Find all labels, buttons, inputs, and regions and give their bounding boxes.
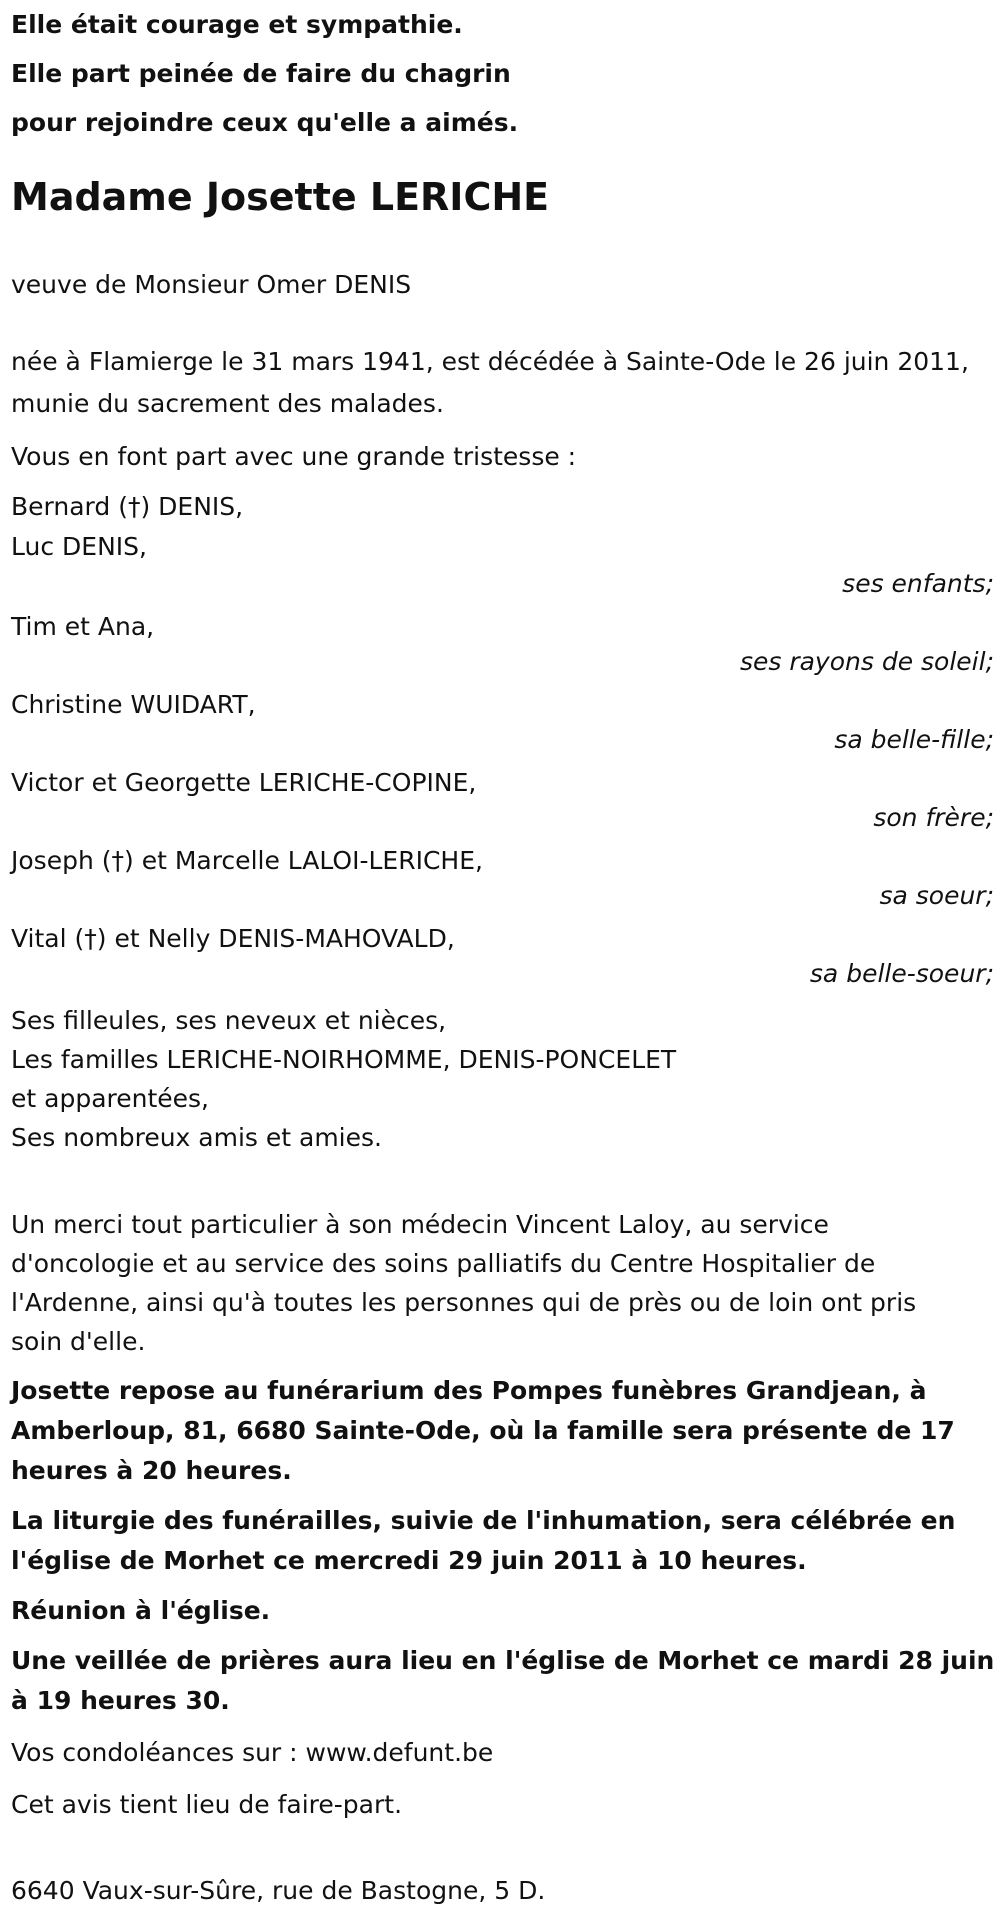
verse-line-3: pour rejoindre ceux qu'elle a aimés. xyxy=(11,108,519,137)
other-relatives-line: et apparentées, xyxy=(11,1084,209,1113)
family-member: Victor et Georgette LERICHE-COPINE, xyxy=(11,768,477,797)
family-group-daughter-in-law xyxy=(11,685,996,755)
funerarium-line: Josette repose au funérarium des Pompes funèbres Grandjean, à xyxy=(11,1376,927,1405)
other-relatives xyxy=(11,1001,996,1157)
funerarium-info xyxy=(11,1371,996,1491)
family-group-sister xyxy=(11,841,996,911)
liturgy-info xyxy=(11,1501,996,1581)
family-member: Luc DENIS, xyxy=(11,532,147,561)
notice-text: Cet avis tient lieu de faire-part. xyxy=(11,1790,403,1819)
family-member: Bernard (†) DENIS, xyxy=(11,492,244,521)
verse-line-1: Elle était courage et sympathie. xyxy=(11,10,463,39)
family-member: Christine WUIDART, xyxy=(11,690,256,719)
funerarium-line: Amberloup, 81, 6680 Sainte-Ode, où la famille sera présente de 17 xyxy=(11,1416,955,1445)
thanks-line: d'oncologie et au service des soins palliatifs du Centre Hospitalier de xyxy=(11,1249,876,1278)
family-role: sa belle-soeur; xyxy=(809,959,994,988)
birth-death-line-2: munie du sacrement des malades. xyxy=(11,389,444,418)
thanks-line: Un merci tout particulier à son médecin Vincent Laloy, au service xyxy=(11,1210,829,1239)
family-role: ses rayons de soleil; xyxy=(739,647,994,676)
widow-of: veuve de Monsieur Omer DENIS xyxy=(11,270,412,299)
family-member: Tim et Ana, xyxy=(11,612,155,641)
birth-death-line-1: née à Flamierge le 31 mars 1941, est décédée à Sainte-Ode le 26 juin 2011, xyxy=(11,347,969,376)
condolences-info: Vos condoléances sur : www.defunt.be xyxy=(11,1738,494,1767)
family-group-brother xyxy=(11,763,996,833)
family-group-sister-in-law xyxy=(11,919,996,989)
other-relatives-line: Les familles LERICHE-NOIRHOMME, DENIS-PONCELET xyxy=(11,1045,677,1074)
thanks-line: soin d'elle. xyxy=(11,1327,146,1356)
family-role: sa belle-fille; xyxy=(834,725,994,754)
verse-line-2: Elle part peinée de faire du chagrin xyxy=(11,59,511,88)
vigil-line: à 19 heures 30. xyxy=(11,1686,230,1715)
verse xyxy=(11,0,996,147)
announcement: Vous en font part avec une grande tristesse : xyxy=(11,442,577,471)
family-role: son frère; xyxy=(873,803,994,832)
obituary-notice xyxy=(11,0,996,1911)
funerarium-line: heures à 20 heures. xyxy=(11,1456,292,1485)
liturgy-line: l'église de Morhet ce mercredi 29 juin 2011 à 10 heures. xyxy=(11,1546,807,1575)
family-group-grandchildren xyxy=(11,607,996,677)
meeting-info: Réunion à l'église. xyxy=(11,1596,271,1625)
address: 6640 Vaux-sur-Sûre, rue de Bastogne, 5 D. xyxy=(11,1876,546,1905)
family-member: Vital (†) et Nelly DENIS-MAHOVALD, xyxy=(11,924,455,953)
deceased-name: Madame Josette LERICHE xyxy=(11,175,550,219)
family-group-children xyxy=(11,487,996,599)
other-relatives-line: Ses nombreux amis et amies. xyxy=(11,1123,382,1152)
birth-death-info xyxy=(11,341,996,425)
family-member: Joseph (†) et Marcelle LALOI-LERICHE, xyxy=(11,846,483,875)
thanks-line: l'Ardenne, ainsi qu'à toutes les personnes qui de près ou de loin ont pris xyxy=(11,1288,917,1317)
vigil-line: Une veillée de prières aura lieu en l'église de Morhet ce mardi 28 juin xyxy=(11,1646,995,1675)
thanks-paragraph xyxy=(11,1205,996,1361)
family-role: ses enfants; xyxy=(842,569,994,598)
vigil-info xyxy=(11,1641,996,1721)
family-role: sa soeur; xyxy=(879,881,994,910)
liturgy-line: La liturgie des funérailles, suivie de l'inhumation, sera célébrée en xyxy=(11,1506,956,1535)
family-list xyxy=(11,487,996,1157)
other-relatives-line: Ses filleules, ses neveux et nièces, xyxy=(11,1006,447,1035)
